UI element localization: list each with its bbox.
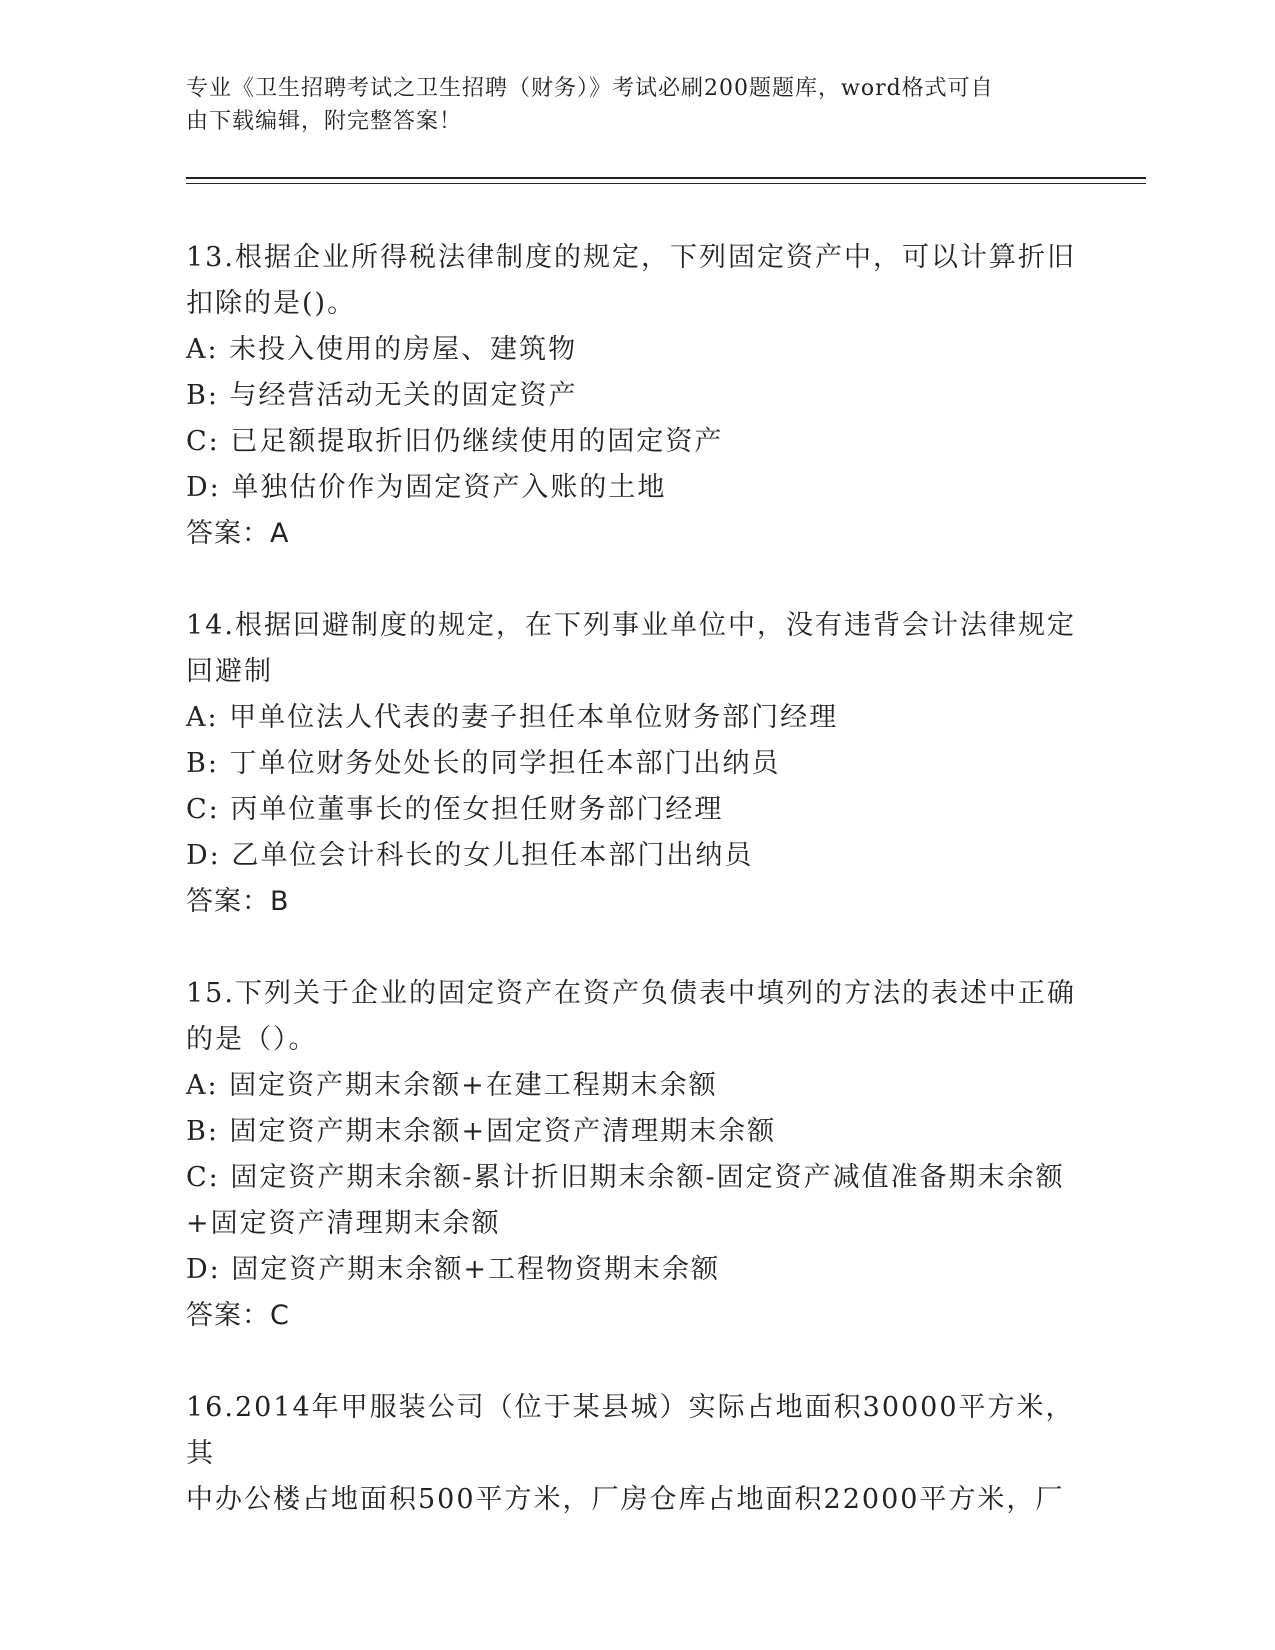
document-header [186,72,1066,138]
question-text-line: 扣除的是()。 [186,288,357,319]
question-list [186,235,1086,1569]
option-a: A: 未投入使用的房屋、建筑物 [186,334,578,365]
option-d: D: 乙单位会计科长的女儿担任本部门出纳员 [186,840,754,871]
header-divider-thin [186,183,1146,184]
question-text-line: 14.根据回避制度的规定，在下列事业单位中，没有违背会计法律规定 [186,610,1076,641]
question-13 [186,235,1086,557]
option-a: A: 固定资产期末余额+在建工程期末余额 [186,1070,718,1101]
option-c: C: 已足额提取折旧仍继续使用的固定资产 [186,426,724,457]
question-15 [186,971,1086,1339]
question-text-line: 中办公楼占地面积500平方米，厂房仓库占地面积22000平方米，厂 [186,1484,1065,1515]
option-c: C: 固定资产期末余额-累计折旧期末余额-固定资产减值准备期末余额 [186,1162,1065,1193]
question-text-line: 15.下列关于企业的固定资产在资产负债表中填列的方法的表述中正确 [186,978,1076,1009]
answer: 答案：A [186,518,290,549]
question-text-line: 的是（）。 [186,1024,318,1055]
answer: 答案：C [186,1300,290,1331]
option-c: C: 丙单位董事长的侄女担任财务部门经理 [186,794,724,825]
header-divider-thick [186,177,1146,179]
question-16 [186,1385,1086,1523]
header-line-2: 由下载编辑，附完整答案！ [186,109,463,134]
option-b: B: 固定资产期末余额+固定资产清理期末余额 [186,1116,777,1147]
option-d: D: 固定资产期末余额+工程物资期末余额 [186,1254,720,1285]
question-text-line: 回避制 [186,656,273,687]
answer: 答案：B [186,886,290,917]
question-14 [186,603,1086,925]
option-a: A: 甲单位法人代表的妻子担任本单位财务部门经理 [186,702,839,733]
option-d: D: 单独估价作为固定资产入账的土地 [186,472,667,503]
option-b: B: 丁单位财务处处长的同学担任本部门出纳员 [186,748,781,779]
option-c-continued: +固定资产清理期末余额 [186,1208,501,1239]
option-b: B: 与经营活动无关的固定资产 [186,380,578,411]
question-text-line: 13.根据企业所得税法律制度的规定，下列固定资产中，可以计算折旧 [186,242,1076,273]
question-text-line: 16.2014年甲服装公司（位于某县城）实际占地面积30000平方米，其 [186,1392,1075,1469]
header-line-1: 专业《卫生招聘考试之卫生招聘（财务）》考试必刷200题题库，word格式可自 [186,76,994,101]
